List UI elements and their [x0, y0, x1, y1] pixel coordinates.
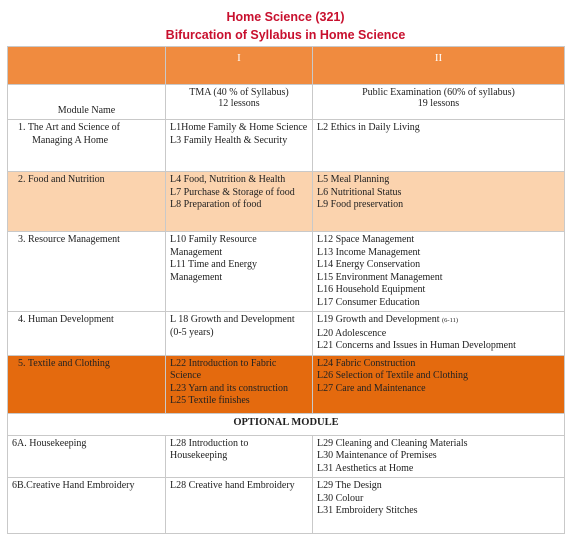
- header-tma: [166, 85, 313, 120]
- module-name: 6B.Creative Hand Embroidery: [12, 480, 135, 491]
- header-blank-cell: [8, 47, 166, 85]
- tma-cell: [166, 312, 313, 356]
- public-cell: [313, 232, 565, 312]
- public-cell: [313, 435, 565, 478]
- public-cell: [313, 355, 565, 413]
- lesson-item: L14 Energy Conservation: [317, 259, 421, 270]
- public-cell: [313, 478, 565, 534]
- module-cell: [8, 478, 166, 534]
- lesson-item: L13 Income Management: [317, 246, 421, 258]
- lesson-item: L30 Maintenance of Premises: [317, 450, 437, 461]
- tma-cell: [166, 172, 313, 232]
- module-name: 2. Food and Nutrition: [18, 174, 105, 185]
- lesson-item: L28 Introduction to Housekeeping: [170, 437, 249, 461]
- public-label: Public Examination (60% of syllabus): [362, 87, 515, 98]
- optional-module-row: [8, 413, 565, 435]
- header-public: [313, 85, 565, 120]
- module-cell: [8, 355, 166, 413]
- tma-cell: [166, 120, 313, 172]
- lesson-text: L19 Growth and Development: [317, 314, 440, 325]
- table-row: [8, 312, 565, 356]
- table-header-band: [8, 47, 565, 85]
- lesson-item: L21 Concerns and Issues in Human Development: [317, 340, 516, 351]
- header-roman-two: II: [313, 47, 565, 85]
- table-row: [8, 435, 565, 478]
- public-cell: [313, 172, 565, 232]
- lesson-item: L 18 Growth and Development (0-5 years): [170, 314, 295, 338]
- lesson-item: L20 Adolescence: [317, 327, 387, 339]
- lesson-item: L26 Selection of Textile and Clothing: [317, 370, 469, 381]
- module-name: 3. Resource Management: [18, 234, 120, 245]
- lesson-item: L23 Yarn and its construction: [170, 382, 289, 394]
- lesson-item-with-note: [317, 314, 560, 328]
- optional-module-label: OPTIONAL MODULE: [8, 413, 565, 435]
- table-row: [8, 355, 565, 413]
- module-cell: [8, 120, 166, 172]
- module-cell: [8, 172, 166, 232]
- lesson-item: L5 Meal Planning: [317, 174, 390, 185]
- module-name: 1. The Art and Science of Managing A Home: [18, 122, 121, 146]
- tma-cell: [166, 232, 313, 312]
- public-cell: [313, 312, 565, 356]
- lesson-item: L30 Colour: [317, 492, 364, 504]
- table-row: [8, 120, 565, 172]
- lesson-item: L9 Food preservation: [317, 199, 404, 210]
- table-header-row: [8, 85, 565, 120]
- lesson-item: L8 Preparation of food: [170, 199, 262, 210]
- lesson-item: L17 Consumer Education: [317, 296, 420, 308]
- lesson-item: L25 Textile finishes: [170, 395, 250, 406]
- lesson-item: L27 Care and Maintenance: [317, 382, 426, 394]
- lesson-item: L3 Family Health & Security: [170, 134, 288, 146]
- lesson-item: L10 Family Resource Management: [170, 234, 257, 258]
- module-name-label: Module Name: [57, 104, 116, 116]
- lesson-item: L15 Environment Management: [317, 271, 443, 283]
- tma-lessons: 12 lessons: [218, 98, 260, 109]
- module-cell: [8, 435, 166, 478]
- page-title: Home Science (321): [226, 10, 345, 24]
- lesson-item: L4 Food, Nutrition & Health: [170, 174, 286, 185]
- tma-cell: [166, 435, 313, 478]
- lesson-item: L22 Introduction to Fabric Science: [170, 357, 277, 381]
- table-row: [8, 478, 565, 534]
- public-cell: [313, 120, 565, 172]
- module-name: 5. Textile and Clothing: [18, 357, 110, 369]
- lesson-item: L1Home Family & Home Science: [170, 122, 308, 133]
- module-cell: [8, 312, 166, 356]
- lesson-item: L7 Purchase & Storage of food: [170, 186, 295, 198]
- module-name: 4. Human Development: [18, 314, 114, 325]
- module-name: 6A. Housekeeping: [12, 437, 87, 449]
- lesson-item: L24 Fabric Construction: [317, 357, 416, 369]
- lesson-item: L6 Nutritional Status: [317, 186, 402, 198]
- header-module-name: [8, 85, 166, 120]
- lesson-note: (6-11): [441, 317, 458, 324]
- page-subtitle: Bifurcation of Syllabus in Home Science: [165, 28, 406, 42]
- lesson-item: L29 The Design: [317, 480, 382, 491]
- lesson-item: L2 Ethics in Daily Living: [317, 122, 420, 133]
- lesson-item: L28 Creative hand Embroidery: [170, 480, 295, 491]
- module-cell: [8, 232, 166, 312]
- lesson-item: L31 Aesthetics at Home: [317, 462, 414, 474]
- table-row: [8, 232, 565, 312]
- lesson-item: L31 Embroidery Stitches: [317, 505, 418, 516]
- lesson-item: L16 Household Equipment: [317, 284, 426, 295]
- tma-label: TMA (40 % of Syllabus): [189, 87, 289, 98]
- table-row: [8, 172, 565, 232]
- tma-cell: [166, 355, 313, 413]
- lesson-item: L29 Cleaning and Cleaning Materials: [317, 437, 468, 449]
- lesson-item: L11 Time and Energy Management: [170, 259, 257, 283]
- header-roman-one: I: [166, 47, 313, 85]
- public-lessons: 19 lessons: [417, 98, 460, 109]
- tma-cell: [166, 478, 313, 534]
- syllabus-table: [7, 46, 565, 534]
- lesson-item: L12 Space Management: [317, 234, 415, 245]
